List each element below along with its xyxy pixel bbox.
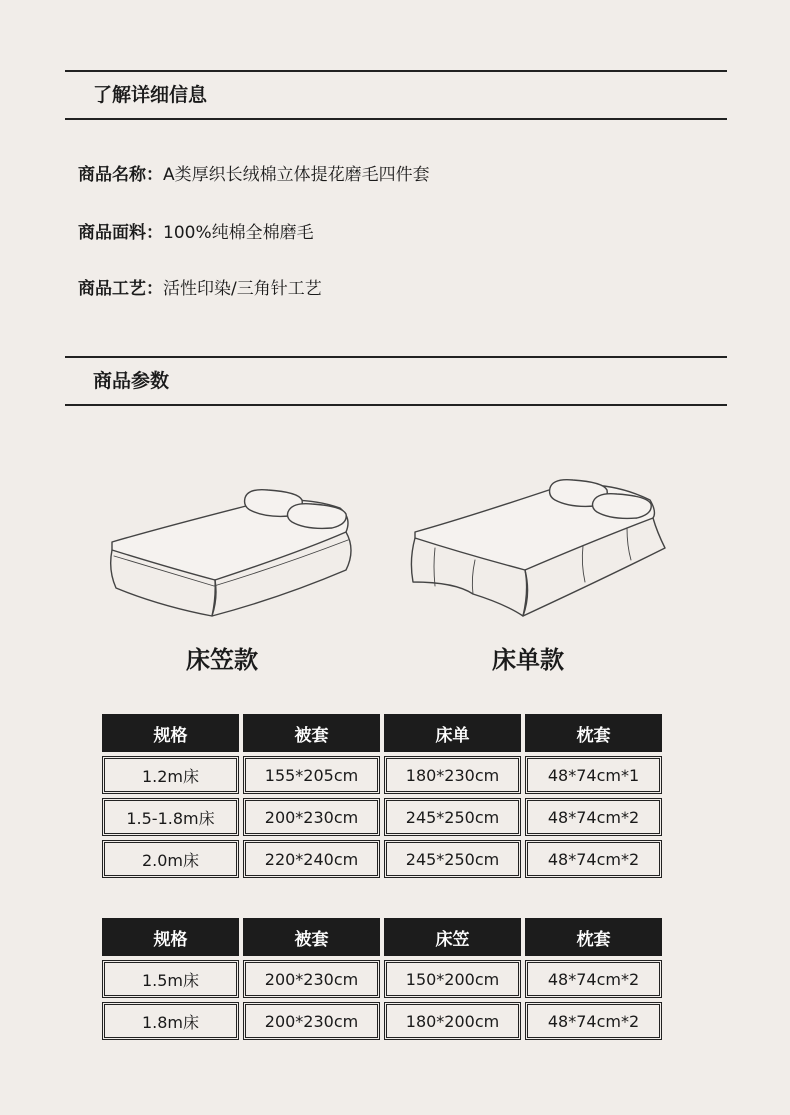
header-flat-sheet: 床单: [384, 714, 521, 752]
craft-value: 活性印染/三角针工艺: [163, 279, 322, 299]
table-row: [102, 798, 662, 836]
header-size: 规格: [102, 918, 239, 956]
table-cell: 1.5m床: [102, 960, 239, 998]
table-cell: 200*230cm: [243, 798, 380, 836]
product-name-label: 商品名称：: [78, 165, 163, 185]
table-cell: 220*240cm: [243, 840, 380, 878]
table-cell: 200*230cm: [243, 1002, 380, 1040]
table-row: [102, 756, 662, 794]
header-pillowcase: 枕套: [525, 714, 662, 752]
table-cell: 48*74cm*2: [525, 960, 662, 998]
header-fitted-sheet: 床笠: [384, 918, 521, 956]
table-row: [102, 960, 662, 998]
header-duvet-cover: 被套: [243, 918, 380, 956]
fitted-sheet-illustration: [100, 470, 370, 630]
header-pillowcase: 枕套: [525, 918, 662, 956]
table-cell: 48*74cm*2: [525, 798, 662, 836]
table-cell: 245*250cm: [384, 798, 521, 836]
table-row: [102, 1002, 662, 1040]
product-name-value: A类厚织长绒棉立体提花磨毛四件套: [163, 165, 430, 185]
table-cell: 180*230cm: [384, 756, 521, 794]
table-cell: 1.2m床: [102, 756, 239, 794]
fabric-row: [78, 218, 314, 243]
fitted-style-label: 床笠款: [186, 646, 258, 674]
table-cell: 1.8m床: [102, 1002, 239, 1040]
header-size: 规格: [102, 714, 239, 752]
fabric-value: 100%纯棉全棉磨毛: [163, 223, 314, 243]
table-cell: 2.0m床: [102, 840, 239, 878]
params-section-header: [65, 356, 727, 406]
details-section-header: [65, 70, 727, 120]
params-section-title: 商品参数: [93, 370, 170, 392]
table-header-row: [102, 714, 662, 752]
flat-style-label: 床单款: [492, 646, 564, 674]
table-cell: 200*230cm: [243, 960, 380, 998]
flat-sheet-spec-table: [98, 710, 666, 882]
table-cell: 48*74cm*1: [525, 756, 662, 794]
table-cell: 245*250cm: [384, 840, 521, 878]
flat-sheet-illustration: [405, 470, 675, 630]
craft-label: 商品工艺：: [78, 279, 163, 299]
table-cell: 1.5-1.8m床: [102, 798, 239, 836]
product-name-row: [78, 160, 430, 185]
fitted-sheet-spec-table: [98, 914, 666, 1044]
table-cell: 155*205cm: [243, 756, 380, 794]
fabric-label: 商品面料：: [78, 223, 163, 243]
table-cell: 48*74cm*2: [525, 840, 662, 878]
table-cell: 48*74cm*2: [525, 1002, 662, 1040]
table-row: [102, 840, 662, 878]
details-section-title: 了解详细信息: [93, 84, 208, 106]
table-cell: 180*200cm: [384, 1002, 521, 1040]
table-cell: 150*200cm: [384, 960, 521, 998]
table-header-row: [102, 918, 662, 956]
craft-row: [78, 274, 322, 299]
header-duvet-cover: 被套: [243, 714, 380, 752]
